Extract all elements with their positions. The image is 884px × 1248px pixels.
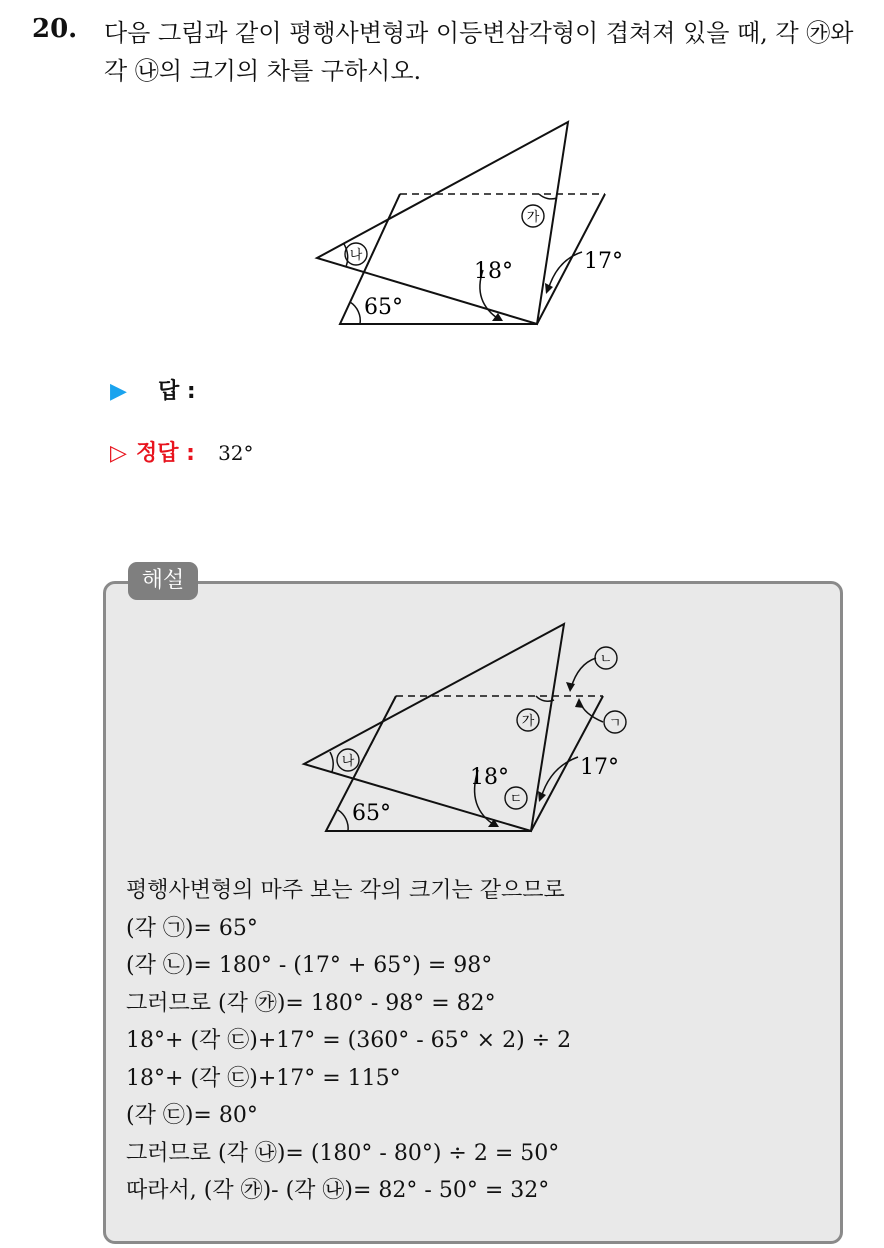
label-ga: 가 — [526, 210, 540, 225]
sol-label-18: 18° — [470, 765, 509, 790]
sol-label-ga: 가 — [521, 714, 535, 729]
answer-label: 답 : — [158, 379, 196, 404]
solution-line: 18°+ (각 ㉢)+17° = 115° — [126, 1065, 401, 1091]
solution-line: 그러므로 (각 ㉮)= 180° - 98° = 82° — [126, 990, 496, 1016]
answer-row — [110, 374, 196, 405]
correct-value: 32° — [218, 441, 254, 465]
correct-marker-icon: ▷ — [110, 441, 127, 466]
solution-line: 평행사변형의 마주 보는 각의 크기는 같으므로 — [126, 878, 565, 903]
solution-tag: 해설 — [128, 562, 198, 600]
correct-label: 정답 : — [136, 441, 195, 466]
label-na: 나 — [349, 248, 363, 263]
solution-line: (각 ㉡)= 180° - (17° + 65°) = 98° — [126, 953, 493, 978]
correct-answer-row — [110, 436, 254, 467]
question-figure — [300, 110, 640, 340]
solution-line: 18°+ (각 ㉢)+17° = (360° - 65° × 2) ÷ 2 — [126, 1028, 572, 1053]
solution-figure — [288, 612, 658, 842]
question-number: 20. — [32, 14, 78, 44]
parallelogram-hidden-left — [364, 194, 400, 272]
solution-line: 따라서, (각 ㉮)- (각 ㉯)= 82° - 50° = 32° — [126, 1178, 550, 1203]
answer-marker-icon: ▶ — [110, 379, 127, 404]
question-text: 다음 그림과 같이 평행사변형과 이등변삼각형이 겹쳐져 있을 때, 각 ㉮와 각 ㉯의 크기의 차를 구하시오. — [104, 19, 854, 85]
label-18: 18° — [474, 259, 513, 284]
angle-65-arc — [350, 302, 360, 324]
solution-line: (각 ㉠)= 65° — [126, 915, 258, 941]
label-17: 17° — [584, 249, 623, 274]
solution-line: 그러므로 (각 ㉯)= (180° - 80°) ÷ 2 = 50° — [126, 1140, 560, 1166]
solution-text — [126, 872, 571, 1210]
sol-label-65: 65° — [352, 801, 391, 826]
arrow-nieun — [571, 658, 596, 688]
sol-label-na: 나 — [341, 754, 355, 769]
sol-label-digeut: ㄷ — [509, 792, 523, 807]
sol-label-17: 17° — [580, 755, 619, 780]
sol-label-nieun: ㄴ — [599, 652, 613, 667]
label-65: 65° — [364, 295, 403, 320]
solution-line: (각 ㉢)= 80° — [126, 1103, 258, 1128]
sol-label-giyeok: ㄱ — [608, 716, 622, 731]
